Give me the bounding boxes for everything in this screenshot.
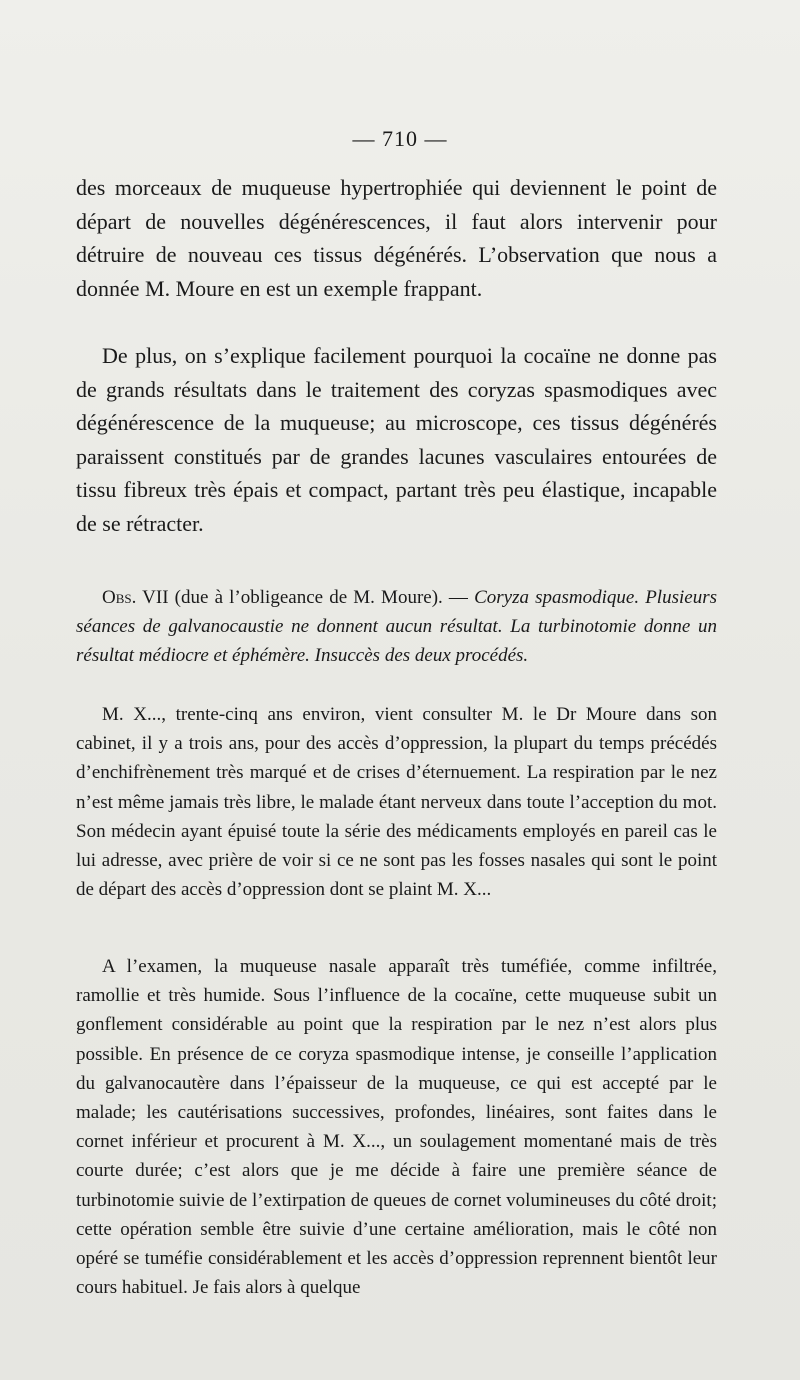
observation-credit: (due à l’obligeance de M. Moure). —	[168, 587, 475, 608]
paragraph-4: A l’examen, la muqueuse nasale apparaît très tuméfiée, comme infiltrée, ramollie et très humide. Sous l’influence de la cocaïne, cette muqueuse subit un gonflement considérable au point que la respiration par le nez n’est alors plus possible. En présence de ce coryza spasmodique intense, je conseille l’application du galvanocautère dans l’épaisseur de la muqueuse, ce qui est accepté par le malade; les cautérisations successives, profondes, linéaires, sont faites dans le cornet inférieur et procurent à M. X..., un soulagement momentané mais de très courte durée; c’est alors que je me décide à faire une première séance de turbinotomie suivie de l’extirpation de queues de cornet volumineuses du côté droit; cette opération semble être suivie d’une certaine amélioration, mais le côté non opéré se tuméfie considérablement et les accès d’oppression reprennent bientôt leur cours habituel. Je fais alors à quelque	[76, 956, 717, 1299]
observation-heading	[76, 583, 717, 671]
paragraph-3: M. X..., trente-cinq ans environ, vient consulter M. le Dr Moure dans son cabinet, il y a trois ans, pour des accès d’oppression, la plupart du temps précédés d’enchifrènement très marqué et de crises d’éternuement. La respiration par le nez n’est même jamais très libre, le malade étant nerveux dans toute l’acception du mot. Son médecin ayant épuisé toute la série des médicaments employés en pareil cas le lui adresse, avec prière de voir si ce ne sont pas les fosses nasales qui sont le point de départ des accès d’oppression dont se plaint M. X...	[76, 704, 717, 901]
paragraph-1: des morceaux de muqueuse hypertrophiée qui deviennent le point de départ de nouvelles dégénérescences, il faut alors intervenir pour détruire de nouveau ces tissus dégénérés. L’observation que nous a donnée M. Moure en est un exemple frappant.	[76, 175, 717, 301]
observation-body	[76, 700, 717, 904]
page-number: — 710 —	[352, 126, 448, 151]
paragraph-cocaine	[76, 339, 717, 541]
observation-title: Coryza spasmodique. Plusieurs séances de galvanocaustie ne donnent aucun résultat. La turbinotomie donne un résultat médiocre et éphémère. Insuccès des deux procédés.	[76, 587, 717, 667]
observation-exam	[76, 952, 717, 1302]
observation-label: Obs. VII	[102, 587, 169, 608]
paragraph-2: De plus, on s’explique facilement pourquoi la cocaïne ne donne pas de grands résultats dans le traitement des coryzas spasmodiques avec dégénérescence de la muqueuse; au microscope, ces tissus dégénérés paraissent constitués par de grandes lacunes vasculaires entourées de tissu fibreux très épais et compact, partant très peu élastique, incapable de se rétracter.	[76, 343, 717, 536]
observation-heading-text	[76, 583, 717, 671]
paragraph-continuation	[76, 171, 717, 305]
